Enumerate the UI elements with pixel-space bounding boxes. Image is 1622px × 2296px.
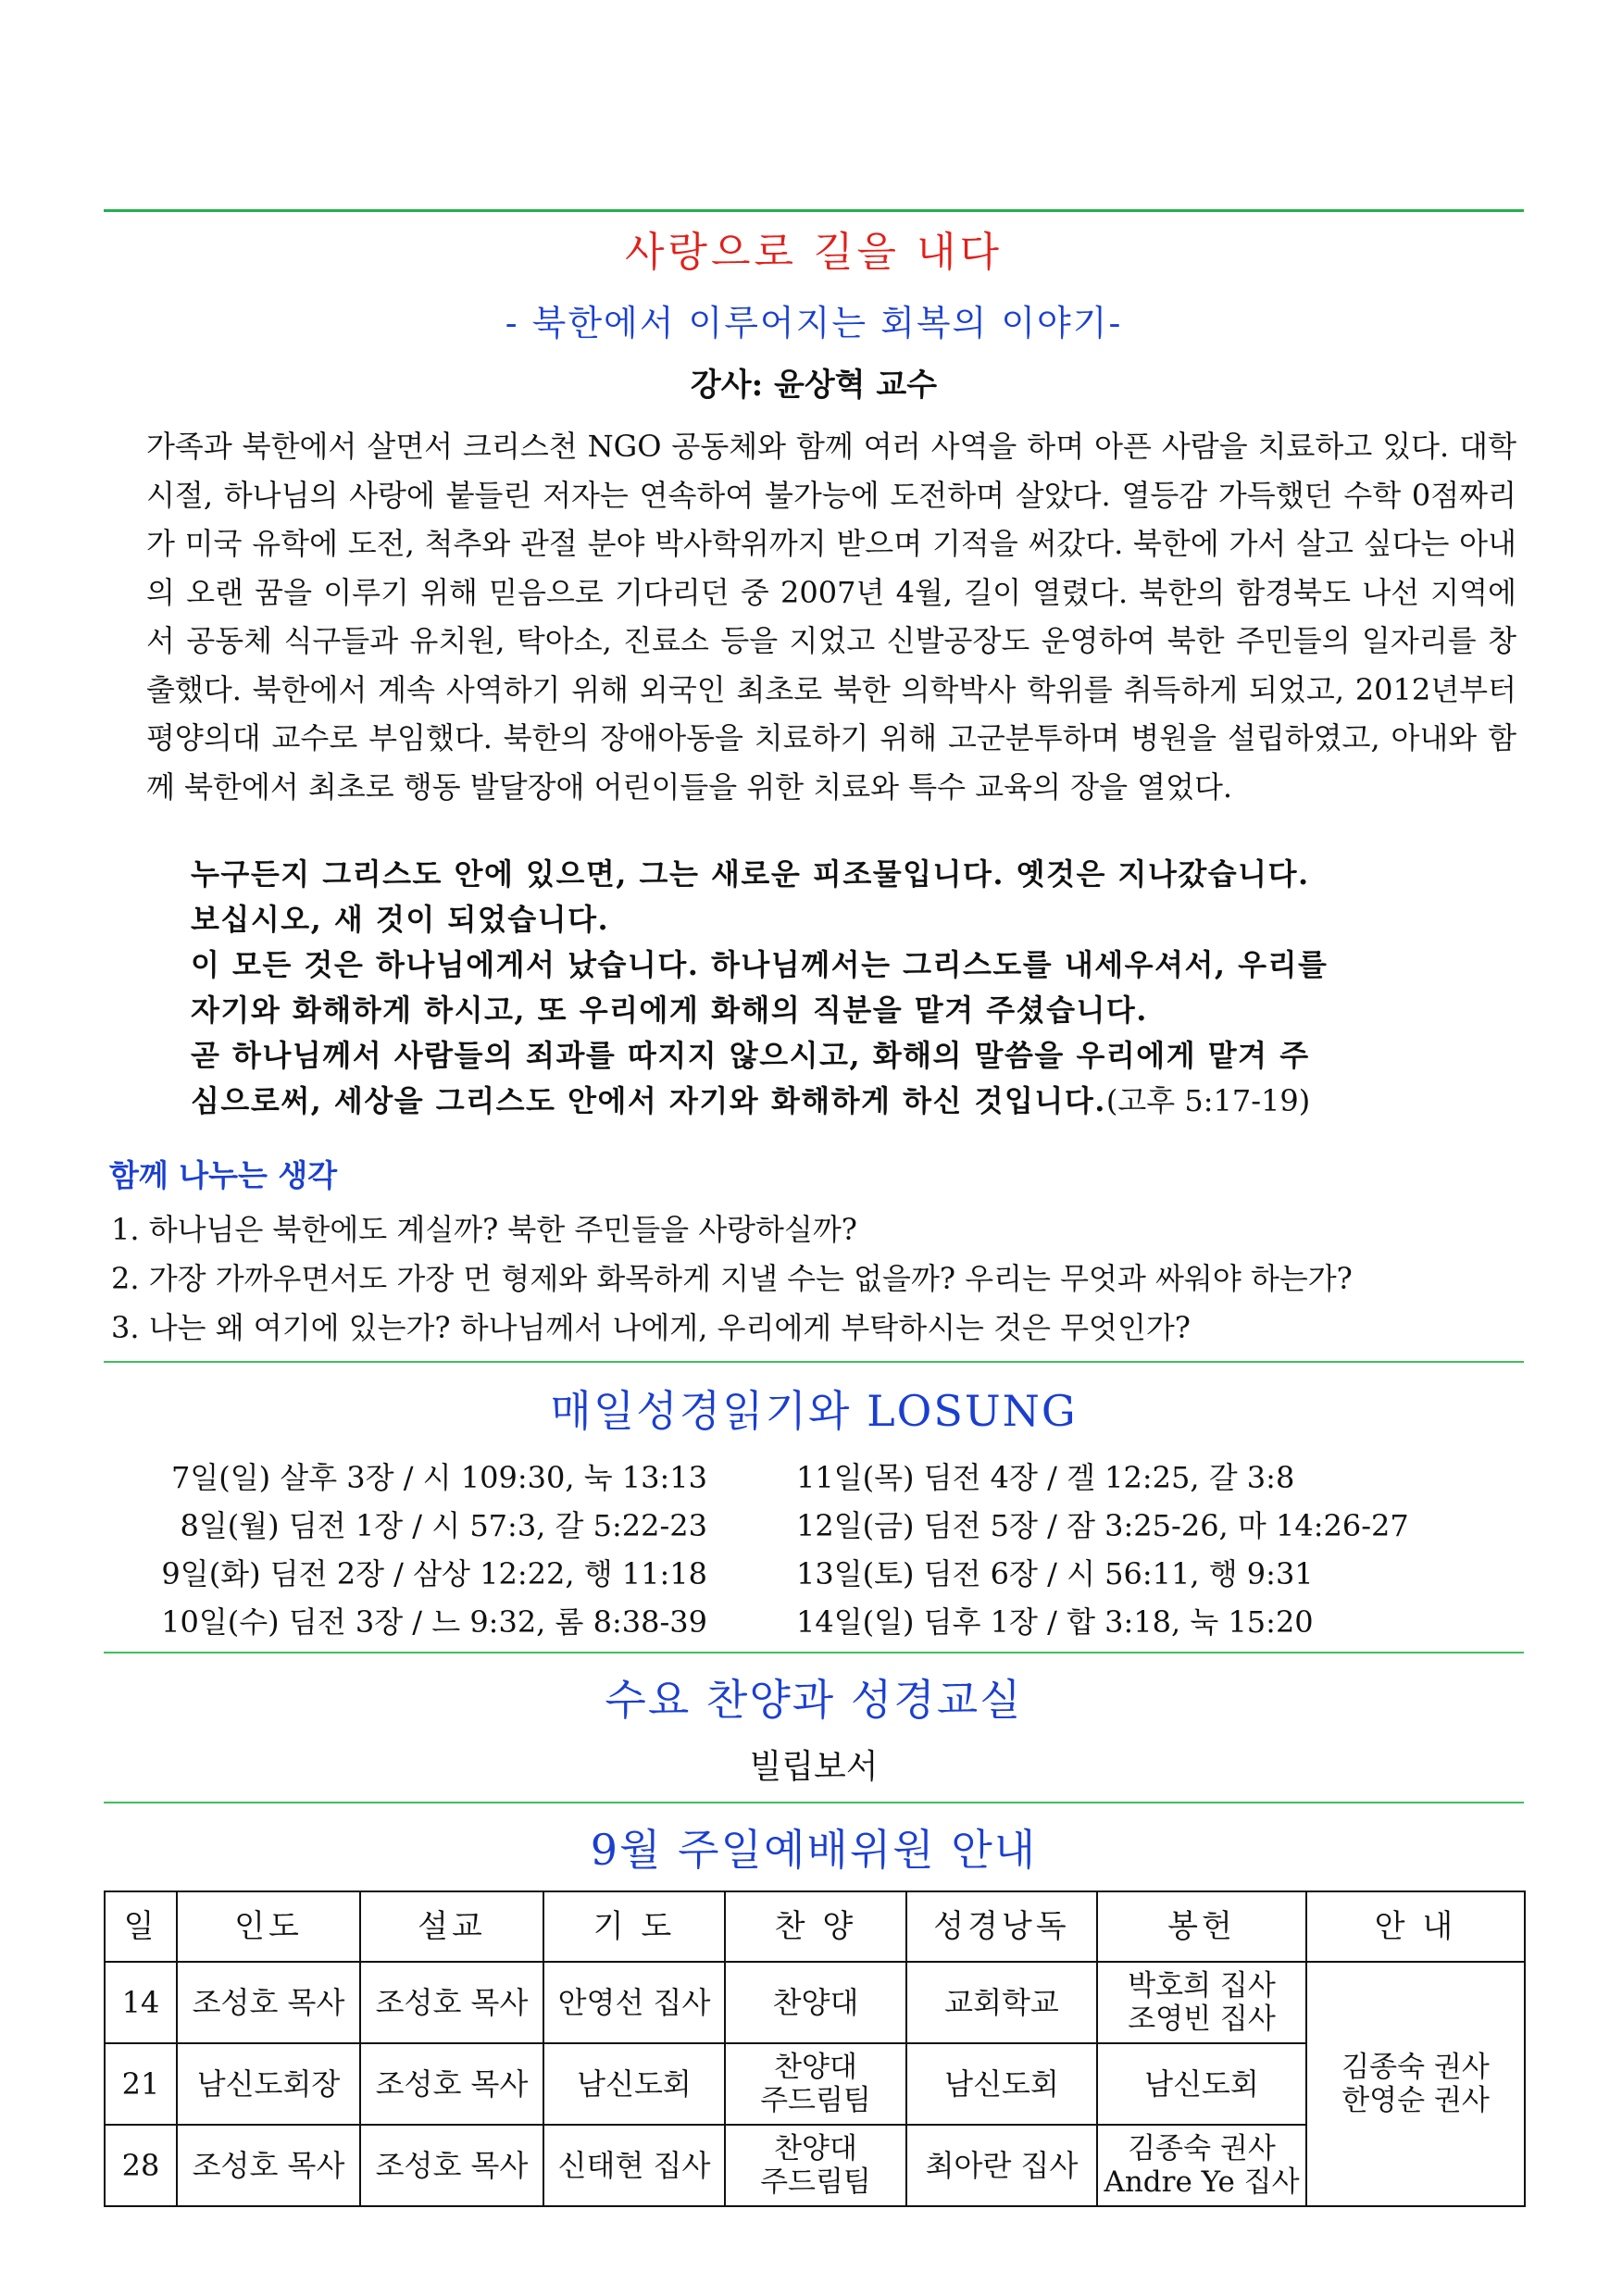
scripture-line: 보십시오, 새 것이 되었습니다. xyxy=(191,902,610,937)
cell-prayer: 신태현 집사 xyxy=(543,2125,725,2206)
reading-row: 12일(금) 딤전 5장 / 잠 3:25-26, 마 14:26-27 xyxy=(796,1508,1409,1543)
cell-prayer: 남신도회 xyxy=(543,2043,725,2125)
cell-offering: 남신도회 xyxy=(1097,2043,1306,2125)
cell-offering xyxy=(1097,2125,1306,2206)
reading-row: 8일(월) 딤전 1장 / 시 57:3, 갈 5:22-23 xyxy=(180,1508,707,1543)
cell-praise: 찬양대 xyxy=(725,1962,906,2043)
reading-row: 10일(수) 딤전 3장 / 느 9:32, 롬 8:38-39 xyxy=(161,1604,707,1640)
reading-row: 7일(일) 살후 3장 / 시 109:30, 눅 13:13 xyxy=(170,1460,707,1495)
scripture-line: 자기와 화해하게 하시고, 또 우리에게 화해의 직분을 맡겨 주셨습니다. xyxy=(191,992,1148,1028)
cell-day: 28 xyxy=(105,2125,177,2206)
cell-sermon: 조성호 목사 xyxy=(360,2043,543,2125)
header-offering: 봉헌 xyxy=(1097,1891,1306,1962)
offering-name: Andre Ye 집사 xyxy=(1104,2165,1300,2199)
readings-left-column xyxy=(111,1454,778,1646)
scripture-line-text: 심으로써, 세상을 그리스도 안에서 자기와 화해하게 하신 것입니다. xyxy=(191,1083,1106,1118)
usher-name: 한영순 권사 xyxy=(1341,2084,1490,2117)
cell-offering xyxy=(1097,1962,1306,2043)
cell-lead: 남신도회장 xyxy=(177,2043,360,2125)
header-prayer: 기 도 xyxy=(543,1891,725,1962)
question-list xyxy=(111,1205,1353,1353)
scripture-line: 곧 하나님께서 사람들의 죄과를 따지지 않으시고, 화해의 말씀을 우리에게 맡겨 주 xyxy=(191,1038,1310,1073)
cell-reading: 최아란 집사 xyxy=(906,2125,1097,2206)
praise-name: 주드림팀 xyxy=(760,2165,871,2199)
scripture-quote xyxy=(191,852,1505,1124)
scripture-line-last xyxy=(191,1079,1505,1124)
usher-name: 김종숙 권사 xyxy=(1341,2051,1490,2084)
duty-title: 9월 주일예배위원 안내 xyxy=(590,1825,1038,1875)
question-item: 1. 하나님은 북한에도 계실까? 북한 주민들을 사랑하실까? xyxy=(111,1212,857,1247)
cell-day: 21 xyxy=(105,2043,177,2125)
readings-right-column xyxy=(796,1454,1518,1646)
wednesday-subtitle: 빌립보서 xyxy=(749,1748,879,1786)
header-praise: 찬 양 xyxy=(725,1891,906,1962)
cell-lead: 조성호 목사 xyxy=(177,1962,360,2043)
article-title: 사랑으로 길을 내다 xyxy=(624,229,1003,276)
scripture-line: 이 모든 것은 하나님에게서 났습니다. 하나님께서는 그리스도를 내세우셔서, 우리를 xyxy=(191,947,1329,982)
praise-name: 찬양대 xyxy=(774,2132,857,2165)
top-divider xyxy=(104,209,1524,212)
reading-row: 11일(목) 딤전 4장 / 겔 12:25, 갈 3:8 xyxy=(796,1460,1295,1495)
table-row xyxy=(105,1962,1525,2043)
header-lead: 인도 xyxy=(177,1891,360,1962)
article-subtitle: - 북한에서 이루어지는 회복의 이야기- xyxy=(505,303,1123,343)
cell-praise xyxy=(725,2043,906,2125)
header-reading: 성경낭독 xyxy=(906,1891,1097,1962)
header-usher: 안 내 xyxy=(1306,1891,1525,1962)
offering-name: 조영빈 집사 xyxy=(1128,2003,1276,2036)
cell-lead: 조성호 목사 xyxy=(177,2125,360,2206)
cell-ushers xyxy=(1306,1962,1525,2206)
wednesday-title: 수요 찬양과 성경교실 xyxy=(605,1675,1023,1725)
cell-sermon: 조성호 목사 xyxy=(360,1962,543,2043)
praise-name: 찬양대 xyxy=(774,2051,857,2084)
offering-name: 김종숙 권사 xyxy=(1128,2132,1276,2165)
article-body: 가족과 북한에서 살면서 크리스천 NGO 공동체와 함께 여러 사역을 하며 아픈 사람을 치료하고 있다. 대학 시절, 하나님의 사랑에 붙들린 저자는 연속하여 불가능에 도전하며 살았다. 열등감 가득했던 수학 0점짜리가 미국 유학에 도전, 척추와 관절 분야 박사학위까지 받으며 기적을 써갔다. 북한에 가서 살고 싶다는 아내의 오랜 꿈을 이루기 위해 믿음으로 기다리던 중 2007년 4월, 길이 열렸다. 북한의 함경북도 나선 지역에서 공동체 식구들과 유치원, 탁아소, 진료소 등을 지었고 신발공장도 운영하여 북한 주민들의 일자리를 창출했다. 북한에서 계속 사역하기 위해 외국인 최초로 북한 의학박사 학위를 취득하게 되었고, 2012년부터 평양의대 교수로 부임했다. 북한의 장애아동을 치료하기 위해 고군분투하며 병원을 설립하였고, 아내와 함께 북한에서 최초로 행동 발달장애 어린이들을 위한 치료와 특수 교육의 장을 열었다. xyxy=(146,429,1516,805)
reading-row: 13일(토) 딤전 6장 / 시 56:11, 행 9:31 xyxy=(796,1556,1314,1591)
scripture-line: 누구든지 그리스도 안에 있으면, 그는 새로운 피조물입니다. 옛것은 지나갔습니다. xyxy=(191,856,1310,892)
scripture-reference: (고후 5:17-19) xyxy=(1105,1083,1311,1118)
duty-roster-table xyxy=(104,1890,1526,2207)
question-item: 2. 가장 가까우면서도 가장 먼 형제와 화목하게 지낼 수는 없을까? 우리는 무엇과 싸워야 하는가? xyxy=(111,1261,1353,1296)
praise-name: 주드림팀 xyxy=(760,2084,871,2117)
cell-praise xyxy=(725,2125,906,2206)
cell-prayer: 안영선 집사 xyxy=(543,1962,725,2043)
question-item: 3. 나는 왜 여기에 있는가? 하나님께서 나에게, 우리에게 부탁하시는 것은 무엇인가? xyxy=(111,1310,1191,1345)
reading-row: 9일(화) 딤전 2장 / 삼상 12:22, 행 11:18 xyxy=(161,1556,707,1591)
cell-reading: 남신도회 xyxy=(906,2043,1097,2125)
header-sermon: 설교 xyxy=(360,1891,543,1962)
readings-title: 매일성경읽기와 LOSUNG xyxy=(550,1386,1078,1436)
share-heading: 함께 나누는 생각 xyxy=(109,1157,338,1193)
reading-row: 14일(일) 딤후 1장 / 합 3:18, 눅 15:20 xyxy=(796,1604,1314,1640)
table-header-row xyxy=(105,1891,1525,1962)
lecturer-line: 강사: 윤상혁 교수 xyxy=(690,367,938,404)
cell-day: 14 xyxy=(105,1962,177,2043)
section-divider xyxy=(104,1652,1524,1653)
cell-reading: 교회학교 xyxy=(906,1962,1097,2043)
offering-name: 박호희 집사 xyxy=(1128,1969,1276,2003)
header-day: 일 xyxy=(105,1891,177,1962)
section-divider xyxy=(104,1802,1524,1803)
cell-sermon: 조성호 목사 xyxy=(360,2125,543,2206)
section-divider xyxy=(104,1361,1524,1363)
